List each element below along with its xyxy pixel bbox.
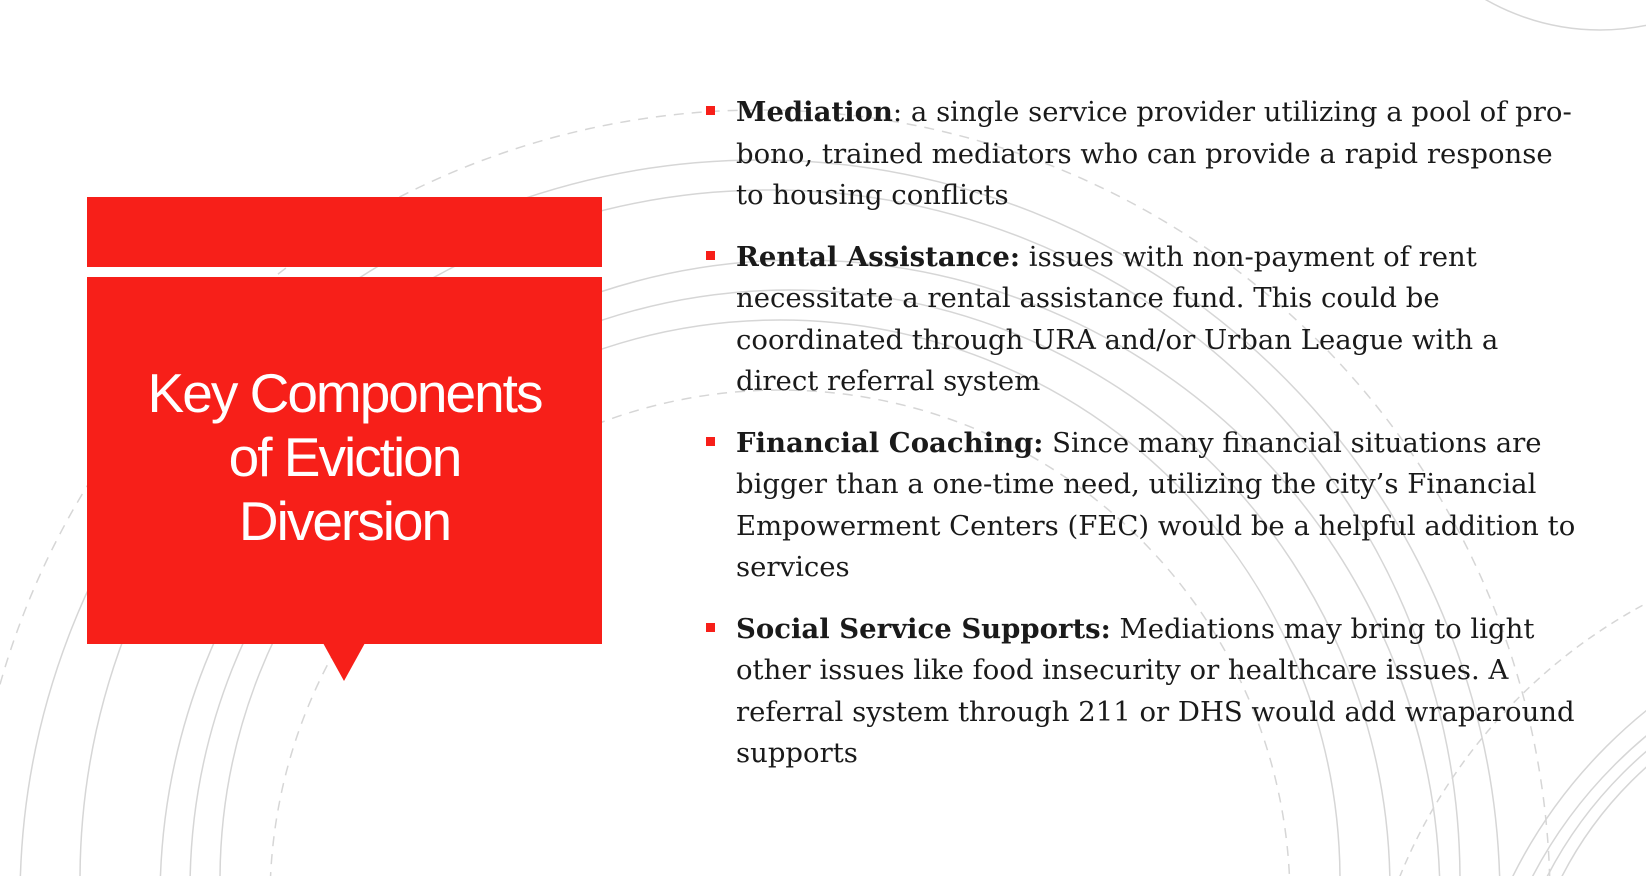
bullet-term: Mediation <box>736 96 893 128</box>
bullet-text: Mediations may bring to light other issues like food insecurity or healthcare issues. A referral system through 211 or DHS would add wraparound supports <box>736 612 1575 769</box>
square-bullet-icon <box>706 437 715 446</box>
bullet-text: Since many financial situations are bigger than a one-time need, utilizing the city’s Financial Empowerment Centers (FEC) would be a helpful addition to services <box>736 426 1576 583</box>
square-bullet-icon <box>706 251 715 260</box>
bullet-item-social-service-supports <box>706 609 1576 775</box>
slide-title: Key Components of Eviction Diversion <box>147 361 542 552</box>
bullet-item-mediation <box>706 92 1576 217</box>
bullet-item-financial-coaching <box>706 423 1576 589</box>
bullet-text: issues with non-payment of rent necessitate a rental assistance fund. This could be coordinated through URA and/or Urban League with a direct referral system <box>736 240 1499 397</box>
bullet-item-rental-assistance <box>706 237 1576 403</box>
square-bullet-icon <box>706 106 715 115</box>
bullet-term: Rental Assistance: <box>736 240 1021 273</box>
bullet-text: : a single service provider utilizing a pool of pro-bono, trained mediators who can provide a rapid response to housing conflicts <box>736 96 1572 211</box>
bullet-term: Social Service Supports: <box>736 612 1111 645</box>
title-accent-bar <box>87 197 602 267</box>
title-callout-box <box>87 277 602 644</box>
bullet-term: Financial Coaching: <box>736 426 1044 459</box>
bullet-list <box>706 92 1576 795</box>
callout-pointer <box>323 643 365 681</box>
square-bullet-icon <box>706 623 715 632</box>
